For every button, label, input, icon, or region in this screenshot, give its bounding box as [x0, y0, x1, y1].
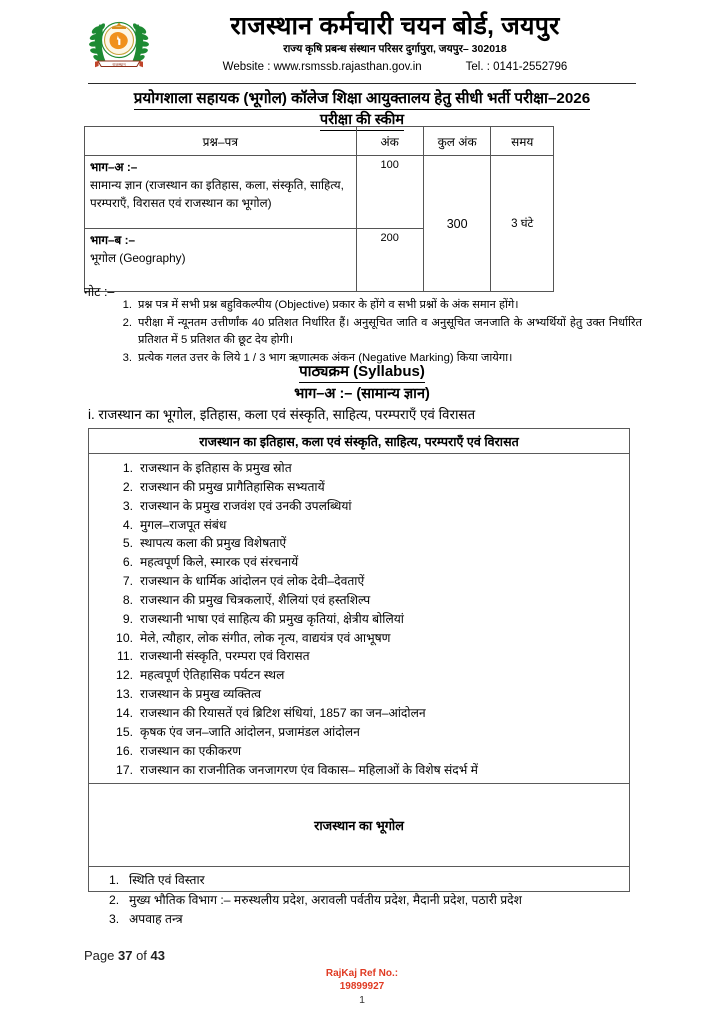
- paper-b-body: भूगोल (Geography): [90, 251, 186, 265]
- list-item-text: राजस्थानी संस्कृति, परम्परा एवं विरासत: [140, 649, 310, 664]
- page-current: 37: [117, 948, 133, 963]
- list-item-text: महत्वपूर्ण ऐतिहासिक पर्यटन स्थल: [140, 668, 285, 683]
- exam-title-text: प्रयोगशाला सहायक (भूगोल) कॉलेज शिक्षा आयुक्तालय हेतु सीधी भर्ती परीक्षा–2026: [134, 88, 590, 110]
- list-item-text: राजस्थानी भाषा एवं साहित्य की प्रमुख कृतियां, क्षेत्रीय बोलियां: [140, 611, 404, 626]
- list-item-text: मेले, त्यौहार, लोक संगीत, लोक नृत्य, वाद्ययंत्र एवं आभूषण: [140, 630, 391, 645]
- list-item-number: 4.: [122, 517, 133, 532]
- organization-contact: [154, 61, 636, 73]
- header-divider: [88, 83, 636, 84]
- paper-a-body: सामान्य ज्ञान (राजस्थान का इतिहास, कला, संस्कृति, साहित्य, परम्पराएँ, विरासत एवं राजस्थान का भूगोल): [90, 178, 344, 210]
- total-marks-cell: 300: [423, 156, 491, 292]
- rajkaj-number: 19899927: [339, 980, 385, 992]
- list-item-number: 13.: [116, 687, 133, 702]
- syllabus-section1-list: [89, 454, 629, 783]
- list-item-text: राजस्थान का एकीकरण: [140, 743, 242, 758]
- list-item-number: 3.: [109, 911, 120, 926]
- list-item-number: 12.: [116, 668, 133, 683]
- table-row: [85, 156, 554, 229]
- list-item-text: राजस्थान के प्रमुख राजवंश एवं उनकी उपलब्धियां: [140, 498, 352, 513]
- syllabus-section2-list: [89, 867, 629, 933]
- syllabus-heading: [84, 361, 640, 383]
- page-prefix: Page: [84, 948, 118, 963]
- list-item: [89, 761, 629, 780]
- list-item: [89, 666, 629, 685]
- list-item-text: अपवाह तन्त्र: [129, 911, 183, 926]
- list-item-text: स्थिति एवं विस्तार: [129, 873, 205, 888]
- exam-scheme-table: [84, 126, 554, 292]
- notes-list: [112, 297, 642, 368]
- organization-address: राज्य कृषि प्रबन्ध संस्थान परिसर दुर्गापुरा, जयपुर– 302018: [283, 43, 507, 55]
- paper-a-head: भाग–अ :–: [90, 160, 138, 174]
- syllabus-section2-title-wrap: [89, 784, 629, 866]
- scheme-title-text: परीक्षा की स्कीम: [320, 109, 404, 131]
- list-item: [89, 647, 629, 666]
- list-item: [89, 497, 629, 516]
- list-item: [89, 910, 629, 929]
- list-item: [89, 891, 629, 910]
- syllabus-part-heading: भाग–अ :– (सामान्य ज्ञान): [294, 386, 430, 402]
- list-item-text: मुख्य भौतिक विभाग :– मरुस्थलीय प्रदेश, अरावली पर्वतीय प्रदेश, मैदानी प्रदेश, पठारी प्रदेश: [129, 892, 522, 907]
- list-item-number: 1.: [109, 873, 120, 888]
- list-item-number: 10.: [116, 630, 133, 645]
- note-number: 2.: [122, 316, 132, 329]
- column-header-paper: प्रश्न–पत्र: [85, 127, 357, 156]
- list-item: [112, 315, 642, 349]
- syllabus-roman-line: i. राजस्थान का भूगोल, इतिहास, कला एवं संस्कृति, साहित्य, परम्पराएँ एवं विरासत: [88, 407, 476, 422]
- note-number: 1.: [122, 299, 132, 311]
- telephone-text: Tel. : 0141-2552796: [465, 61, 568, 73]
- page-middle: of: [132, 948, 151, 963]
- list-item-number: 16.: [116, 743, 133, 758]
- list-item-text: महत्वपूर्ण किले, स्मारक एवं संरचनायें: [140, 555, 299, 570]
- list-item-number: 14.: [116, 705, 133, 720]
- page-total: 43: [150, 948, 165, 963]
- syllabus-box: [88, 428, 630, 926]
- list-item-number: 8.: [122, 592, 133, 607]
- document-header: [88, 12, 636, 73]
- syllabus-heading-text: पाठ्यक्रम (Syllabus): [299, 361, 425, 383]
- list-item-number: 15.: [116, 724, 133, 739]
- duration-cell: 3 घंटे: [491, 156, 554, 292]
- list-item-text: राजस्थान की प्रमुख प्रागैतिहासिक सभ्यतायें: [140, 479, 325, 494]
- paper-cell-b: [85, 229, 357, 292]
- list-item-number: 9.: [122, 611, 133, 626]
- column-header-total-marks: कुल अंक: [423, 127, 491, 156]
- list-item-text: कृषक एंव जन–जाति आंदोलन, प्रजामंडल आंदोलन: [140, 724, 360, 739]
- marks-cell-a: 100: [356, 156, 423, 229]
- list-item: [89, 459, 629, 478]
- paper-cell-a: [85, 156, 357, 229]
- list-item-number: 17.: [116, 762, 133, 777]
- rajkaj-label: RajKaj Ref No.:: [325, 968, 399, 979]
- note-text: परीक्षा में न्यूनतम उत्तीर्णांक 40 प्रतिशत निर्धारित हैं। अनुसूचित जाति व अनुसूचित जनजाति के अभ्यर्थियों हेतु उक्त निर्धारित प्रतिशत में 5 प्रतिशत की छूट देय होगी।: [138, 316, 642, 346]
- list-item-number: 3.: [122, 498, 133, 513]
- list-item: [89, 572, 629, 591]
- list-item-number: 2.: [109, 892, 120, 907]
- note-text: प्रश्न पत्र में सभी प्रश्न बहुविकल्पीय (Objective) प्रकार के होंगे व सभी प्रश्नों के अंक समान होंगे।: [138, 299, 519, 311]
- list-item-text: मुगल–राजपूत संबंध: [140, 517, 227, 532]
- list-item: [89, 871, 629, 890]
- list-item-text: राजस्थान के इतिहास के प्रमुख स्रोत: [140, 461, 292, 475]
- list-item-text: राजस्थान के प्रमुख व्यक्तित्व: [140, 687, 261, 702]
- list-item-number: 11.: [116, 649, 133, 664]
- list-item-number: 6.: [122, 555, 133, 570]
- list-item: [89, 629, 629, 648]
- page-number-label: [84, 948, 165, 963]
- list-item-text: राजस्थान की प्रमुख चित्रकलाऐं, शैलियां एवं हस्तशिल्प: [140, 592, 371, 607]
- rajkaj-reference: [0, 968, 724, 993]
- note-text: प्रत्येक गलत उत्तर के लिये 1 / 3 भाग ऋणात्मक अंकन (Negative Marking) किया जायेगा।: [138, 351, 513, 364]
- rajasthan-government-emblem-icon: [88, 14, 150, 72]
- list-item-number: 7.: [122, 574, 133, 589]
- syllabus-section2-title: राजस्थान का भूगोल: [314, 818, 404, 834]
- organization-name: राजस्थान कर्मचारी चयन बोर्ड, जयपुर: [230, 12, 560, 40]
- list-item-number: 1.: [122, 461, 133, 475]
- marks-cell-b: 200: [356, 229, 423, 292]
- paper-b-head: भाग–ब :–: [90, 233, 136, 247]
- list-item: [112, 297, 642, 314]
- list-item-text: राजस्थान की रियासतें एवं ब्रिटिश संधियां, 1857 का जन–आंदोलन: [140, 705, 426, 720]
- list-item: [89, 704, 629, 723]
- list-item-text: राजस्थान का राजनीतिक जनजागरण एंव विकास– महिलाओं के विशेष संदर्भ में: [140, 762, 478, 777]
- exam-title: [88, 88, 636, 110]
- list-item: [89, 723, 629, 742]
- list-item: [89, 685, 629, 704]
- list-item-text: राजस्थान के धार्मिक आंदोलन एवं लोक देवी–देवताऐं: [140, 574, 365, 589]
- list-item: [89, 534, 629, 553]
- column-header-marks: अंक: [356, 127, 423, 156]
- syllabus-section1-title: राजस्थान का इतिहास, कला एवं संस्कृति, साहित्य, परम्पराएँ एवं विरासत: [199, 435, 519, 449]
- list-item-number: 5.: [122, 536, 133, 551]
- note-label: नोट :–: [84, 285, 115, 299]
- list-item: [89, 742, 629, 761]
- list-item-number: 2.: [122, 479, 133, 494]
- table-header-row: [85, 127, 554, 156]
- column-header-time: समय: [491, 127, 554, 156]
- website-text: Website : www.rsmssb.rajasthan.gov.in: [222, 61, 422, 73]
- svg-text:राजस्थान: राजस्थान: [112, 61, 126, 67]
- list-item: [89, 553, 629, 572]
- list-item-text: स्थापत्य कला की प्रमुख विशेषताऐं: [140, 536, 287, 551]
- list-item: [89, 478, 629, 497]
- footer-bottom-number: 1: [359, 994, 365, 1006]
- list-item: [89, 516, 629, 535]
- note-number: 3.: [122, 351, 132, 364]
- list-item: [89, 591, 629, 610]
- list-item: [89, 610, 629, 629]
